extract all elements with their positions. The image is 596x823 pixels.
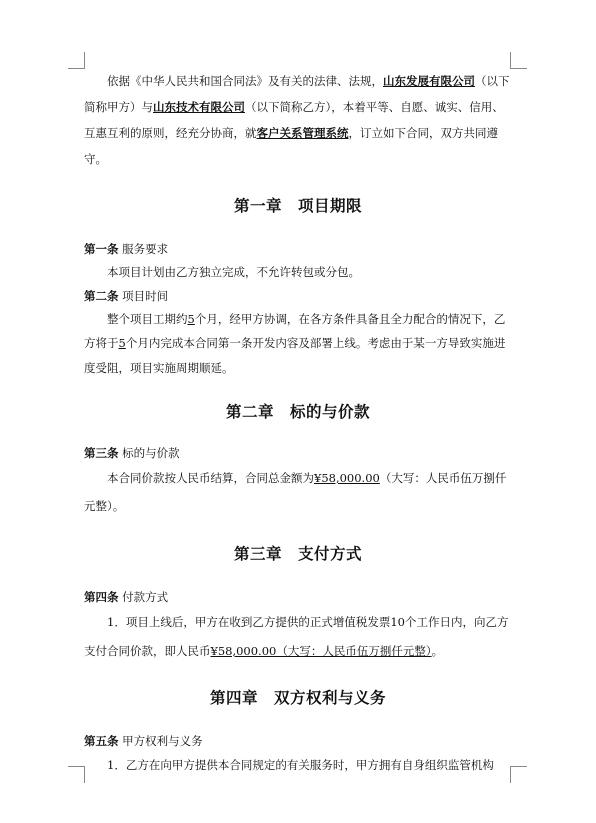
contract-amount: ¥58,000.00 [314,471,380,485]
article-body [84,307,512,381]
payment-amount: ¥58,000.00（大写：人民币伍万捌仟元整） [210,644,432,658]
document-page [84,68,512,778]
article-body [84,260,512,285]
duration-value: 5 [118,336,126,350]
article-number: 第一条 [84,242,119,256]
intro-text: 依据《中华人民共和国合同法》及有关的法律、法规， [107,74,383,88]
article-title: 项目时间 [122,288,169,303]
chapter-title: 项目期限 [298,197,363,215]
article-text: 本项目计划由乙方独立完成，不允许转包或分包。 [107,265,360,279]
article-text: 个月，经甲方协调，在各方条件具备且全力配合的情况下，乙方将于 [84,311,506,350]
crop-mark-top-left [68,52,85,69]
article-heading [84,730,512,752]
article-heading [84,442,512,464]
party-b-name: 山东技术有限公司 [153,100,245,114]
article-text: 1．乙方在向甲方提供本合同规定的有关服务时，甲方拥有自身组织监管机构 [107,758,494,772]
party-a-name: 山东发展有限公司 [383,74,475,88]
article-title: 标的与价款 [122,446,180,460]
article-number: 第五条 [84,734,119,748]
chapter-heading [84,686,512,708]
intro-text: ，订立如下合同，双方共同遵守。 [84,126,498,166]
article-body [84,752,512,778]
chapter-heading [84,400,512,422]
chapter-heading [84,194,512,216]
article-title: 服务要求 [122,242,169,256]
project-name: 客户关系管理系统 [256,126,349,140]
chapter-title: 标的与价款 [290,403,371,421]
article-heading [84,238,512,260]
article-text: 。 [431,644,444,658]
chapter-number: 第四章 [209,689,258,707]
article-number: 第四条 [84,590,119,604]
intro-text: （以下简称甲方）与 [84,74,510,114]
article-number: 第二条 [84,288,119,303]
crop-mark-bottom-left [68,766,85,783]
crop-mark-top-right [510,52,527,69]
chapter-number: 第二章 [225,403,274,421]
article-number: 第三条 [84,446,119,460]
article-body [84,464,512,520]
chapter-title: 支付方式 [298,545,363,563]
duration-value: 5 [187,311,195,326]
article-text: 整个项目工期约 [107,311,188,326]
article-body [84,608,512,666]
article-title: 甲方权利与义务 [122,734,203,748]
article-text: 本合同价款按人民币结算，合同总金额为 [107,471,314,485]
chapter-number: 第一章 [233,197,282,215]
article-text: （大写：人民币伍万捌仟元整）。 [84,471,507,513]
chapter-heading [84,542,512,564]
article-text: 1．项目上线后，甲方在收到乙方提供的正式增值税发票10个工作日内，向乙方支付合同价款，即人民币 [84,615,509,658]
crop-mark-bottom-right [510,766,527,783]
article-heading [84,586,512,608]
article-text: 个月内完成本合同第一条开发内容及部署上线。考虑由于某一方导致实施进度受阻，项目实施周期顺延。 [84,336,506,375]
article-title: 付款方式 [122,590,169,604]
article-heading [84,285,512,307]
intro-paragraph [84,68,512,172]
chapter-number: 第三章 [233,545,282,563]
chapter-title: 双方权利与义务 [274,689,387,707]
intro-text: （以下简称乙方），本着平等、自愿、诚实、信用、互惠互利的原则，经充分协商，就 [84,100,504,140]
